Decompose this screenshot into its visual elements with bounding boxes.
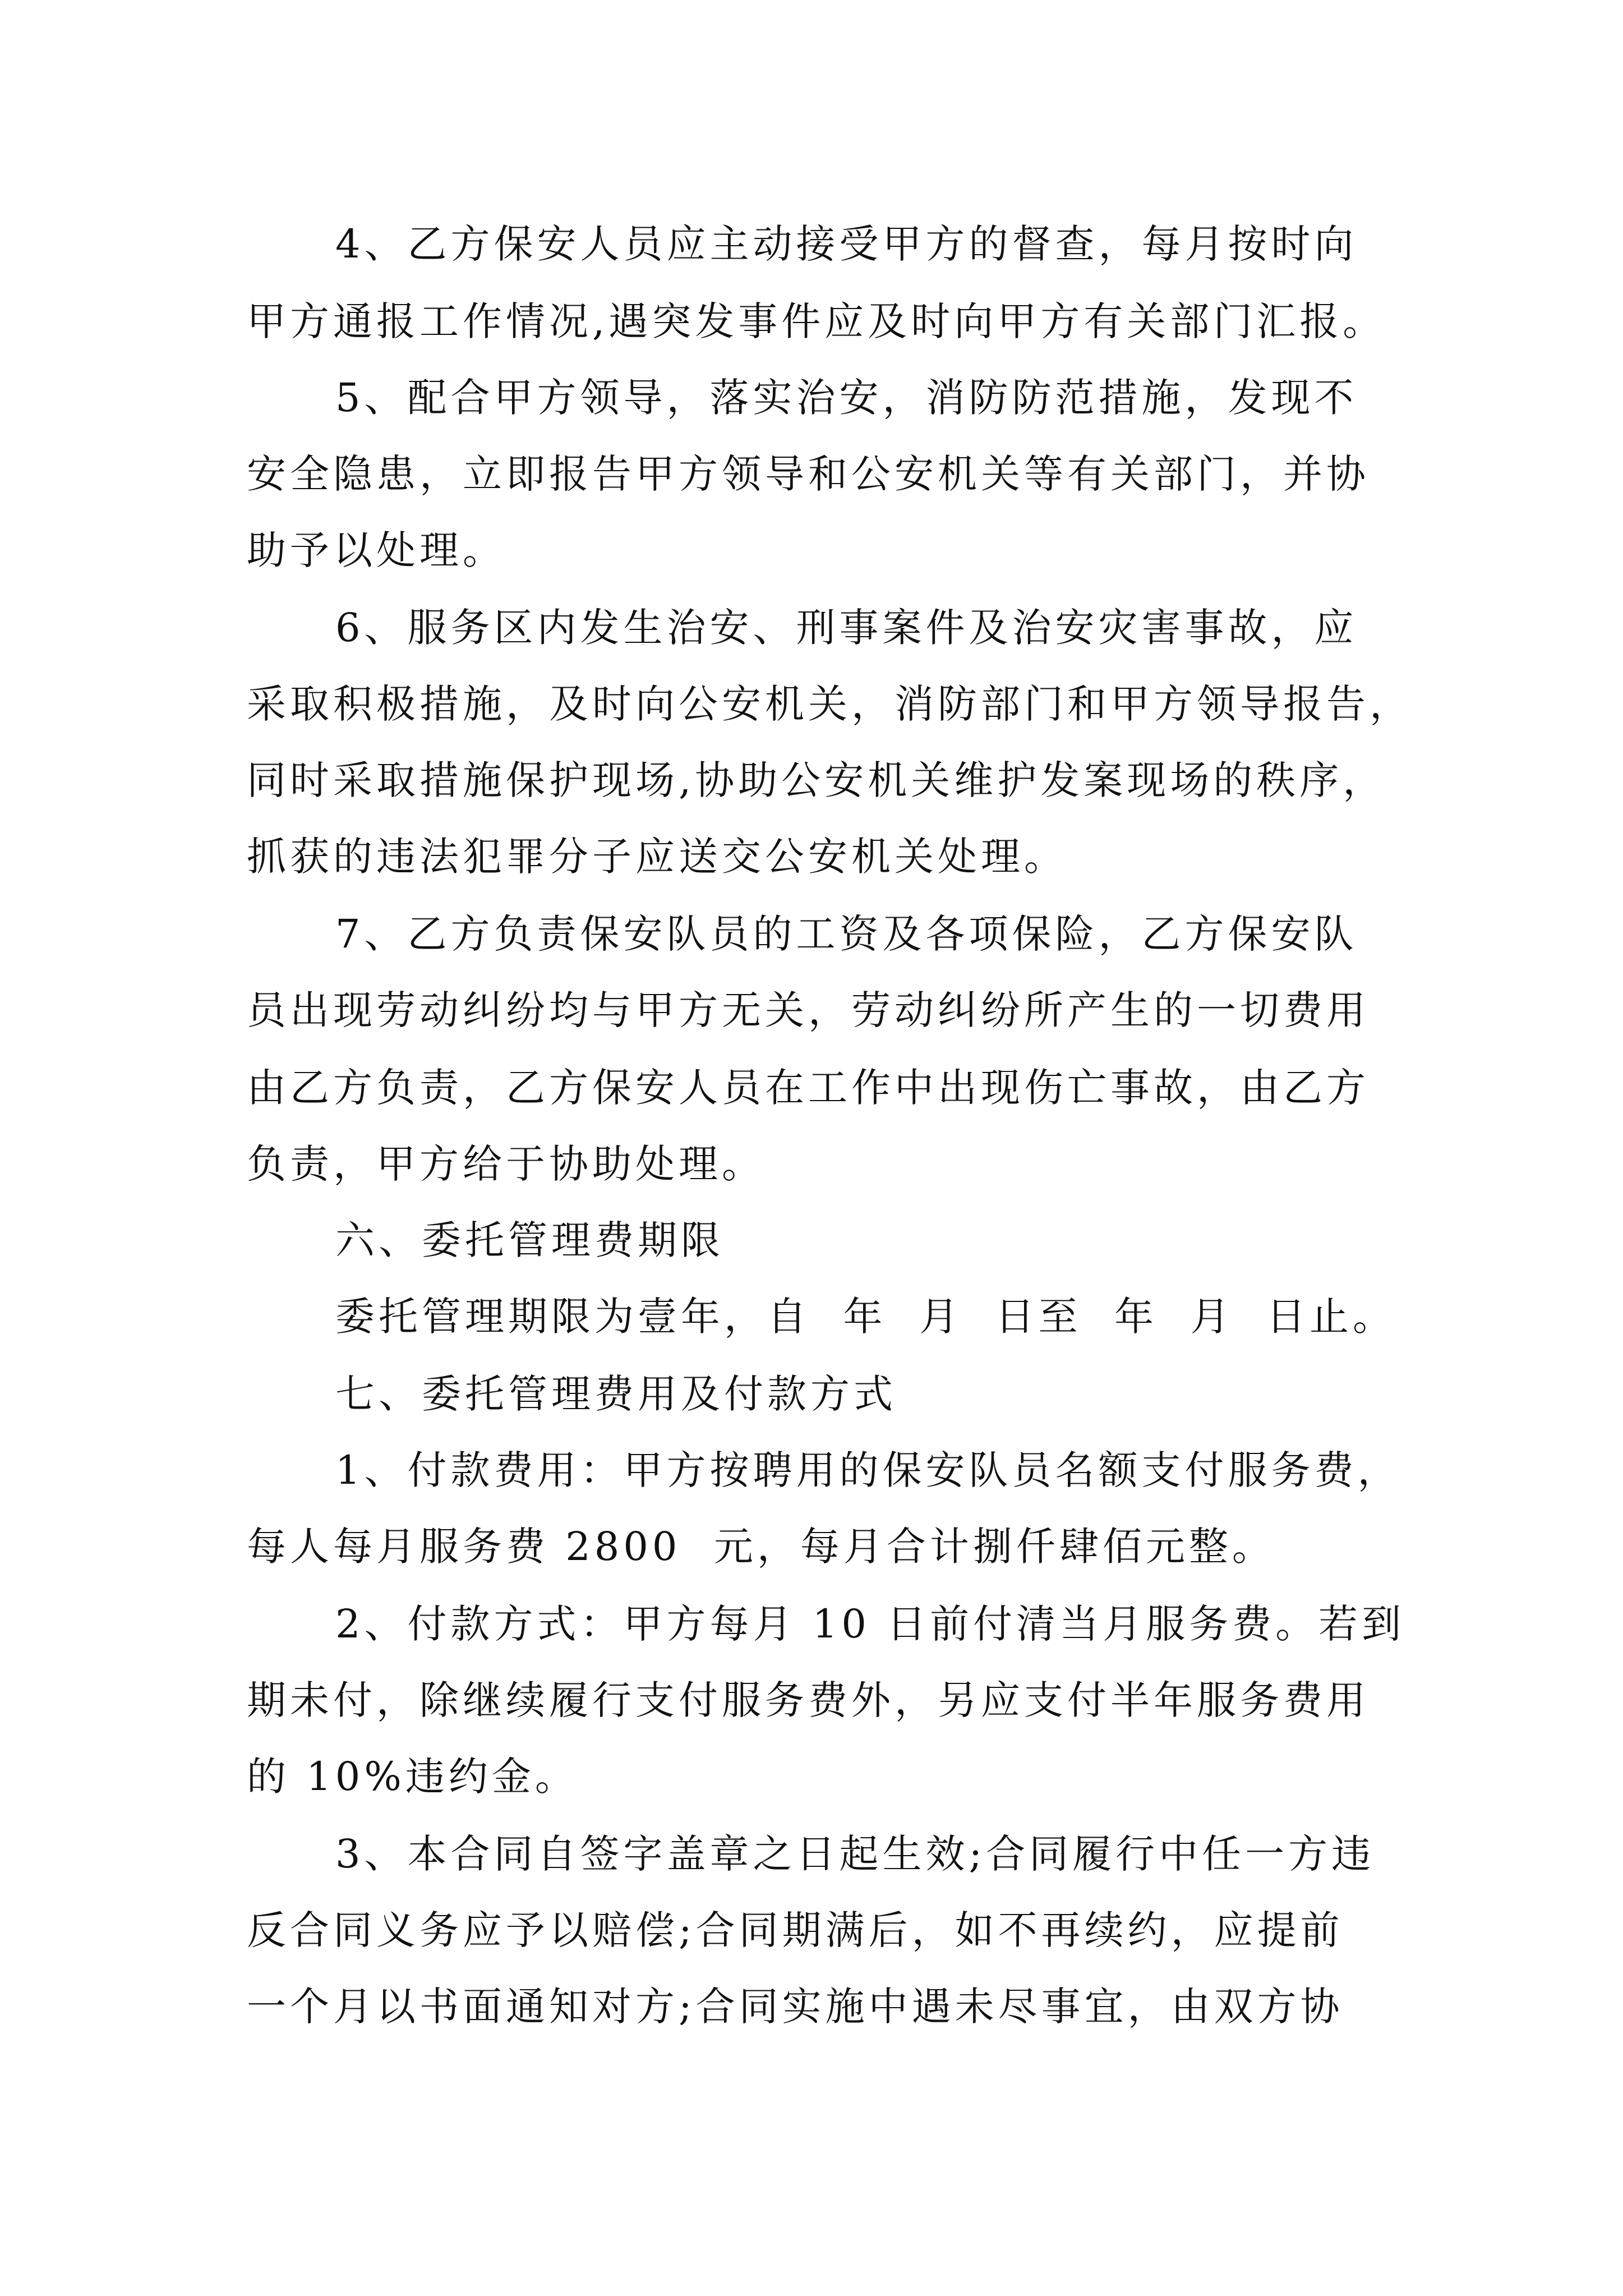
text-line: 期未付，除继续履行支付服务费外，另应支付半年服务费用 xyxy=(247,1677,1370,1723)
text-line: 5、配合甲方领导，落实治安，消防防范措施，发现不 xyxy=(335,375,1358,421)
text-line: 7、乙方负责保安队员的工资及各项保险，乙方保安队 xyxy=(335,911,1358,957)
text-line: 2、付款方式：甲方每月 10 日前付清当月服务费。若到 xyxy=(335,1601,1405,1647)
text-line: 安全隐患，立即报告甲方领导和公安机关等有关部门，并协 xyxy=(247,451,1370,497)
text-line: 由乙方负责，乙方保安人员在工作中出现伤亡事故，由乙方 xyxy=(247,1065,1370,1111)
text-line: 每人每月服务费 2800 元，每月合计捌仟肆佰元整。 xyxy=(247,1524,1275,1570)
text-line: 负责，甲方给于协助处理。 xyxy=(247,1141,765,1187)
text-line: 6、服务区内发生治安、刑事案件及治安灾害事故，应 xyxy=(335,605,1358,651)
text-line: 助予以处理。 xyxy=(247,527,506,573)
section-heading: 七、委托管理费用及付款方式 xyxy=(335,1371,897,1417)
text-line: 1、付款费用：甲方按聘用的保安队员名额支付服务费， xyxy=(335,1447,1401,1493)
text-line: 反合同义务应予以赔偿;合同期满后，如不再续约，应提前 xyxy=(247,1907,1344,1953)
text-line: 甲方通报工作情况,遇突发事件应及时向甲方有关部门汇报。 xyxy=(247,298,1386,344)
text-line: 抓获的违法犯罪分子应送交公安机关处理。 xyxy=(247,834,1067,880)
text-line: 的 10%违约金。 xyxy=(247,1754,578,1800)
text-line: 3、本合同自签字盖章之日起生效;合同履行中任一方违 xyxy=(335,1831,1375,1877)
text-line: 员出现劳动纠纷均与甲方无关，劳动纠纷所产生的一切费用 xyxy=(247,987,1370,1033)
text-line: 采取积极措施，及时向公安机关，消防部门和甲方领导报告， xyxy=(247,681,1413,727)
text-line: 同时采取措施保护现场,协助公安机关维护发案现场的秩序， xyxy=(247,757,1386,803)
text-line: 委托管理期限为壹年，自 年 月 日至 年 月 日止。 xyxy=(335,1294,1396,1340)
text-line: 4、乙方保安人员应主动接受甲方的督查，每月按时向 xyxy=(335,221,1358,267)
text-line: 一个月以书面通知对方;合同实施中遇未尽事宜，由双方协 xyxy=(247,1984,1344,2030)
section-heading: 六、委托管理费期限 xyxy=(335,1217,724,1263)
